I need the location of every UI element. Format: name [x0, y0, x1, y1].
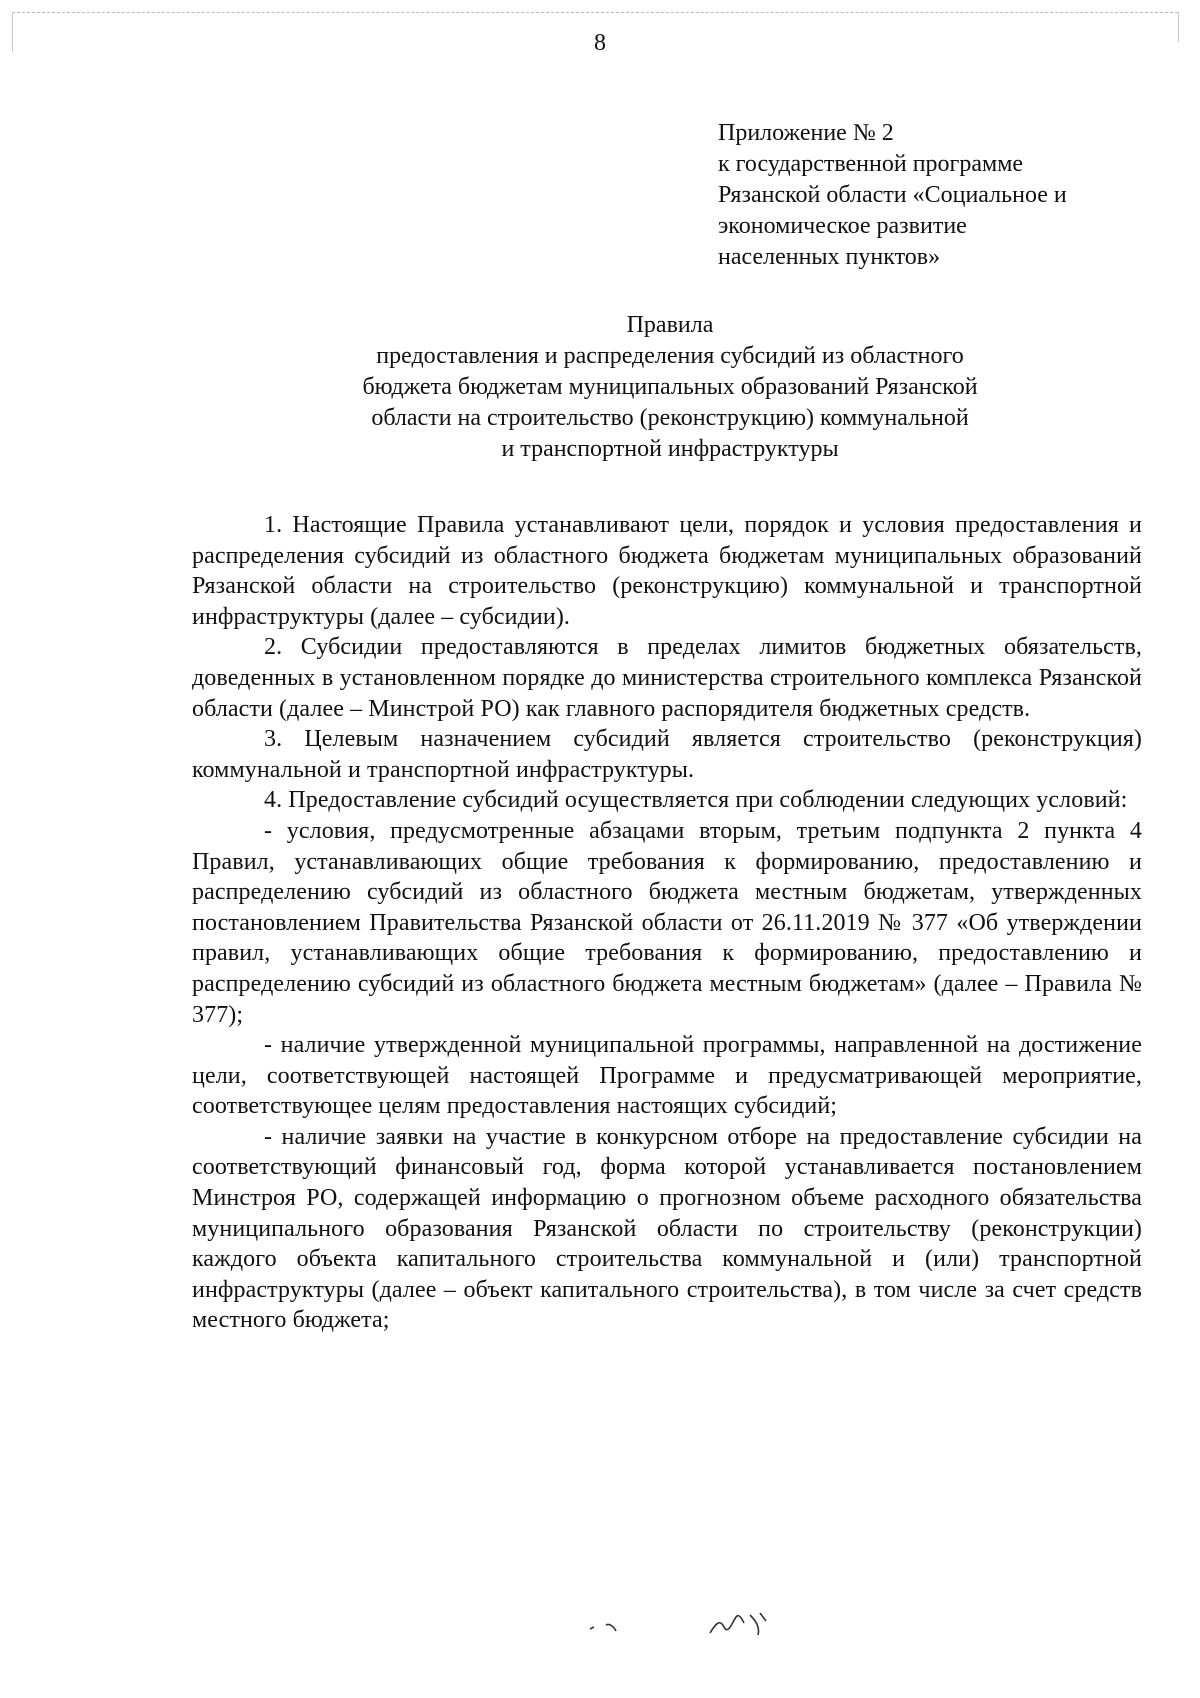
title-heading: Правила [626, 312, 714, 338]
list-item: - условия, предусмотренные абзацами вторым, третьим подпункта 2 пункта 4 Правил, устанавливающих общие требования к формированию, предоставлению и распределению субсидий из областного бюджета местным бюджетам, утвержденных постановлением Правительства Рязанской области от 26.11.2019 № 377 «Об утверждении правил, устанавливающих общие требования к формированию, предоставлению и распределению субсидий из областного бюджета местным бюджетам» (далее – Правила № 377); [192, 817, 1142, 1028]
page-number: 8 [594, 30, 606, 56]
title-line: бюджета бюджетам муниципальных образований Рязанской [362, 374, 978, 400]
paragraph: 2. Субсидии предоставляются в пределах лимитов бюджетных обязательств, доведенных в установленном порядке до министерства строительного комплекса Рязанской области (далее – Минстрой РО) как главного распорядителя бюджетных средств. [192, 634, 1142, 722]
paragraph: 4. Предоставление субсидий осуществляется при соблюдении следующих условий: [264, 787, 1128, 814]
handwritten-signature [560, 1585, 860, 1645]
document-body [192, 510, 1142, 1336]
paragraph: 1. Настоящие Правила устанавливают цели, порядок и условия предоставления и распределения субсидий из областного бюджета бюджетам муниципальных образований Рязанской области на строительство (реконструкцию) коммунальной и транспортной инфраструктуры (далее – субсидии). [192, 512, 1142, 630]
appendix-line: Приложение № 2 [718, 120, 894, 146]
scan-edge [12, 12, 1178, 13]
appendix-line: к государственной программе [718, 151, 1024, 177]
appendix-header [718, 118, 1158, 273]
appendix-line: экономическое развитие [718, 213, 967, 239]
document-title [180, 310, 1160, 465]
appendix-line: Рязанской области «Социальное и [718, 182, 1067, 208]
title-line: предоставления и распределения субсидий из областного [376, 343, 964, 369]
title-line: области на строительство (реконструкцию) коммунальной [371, 405, 969, 431]
title-line: и транспортной инфраструктуры [501, 436, 839, 462]
paragraph: 3. Целевым назначением субсидий является строительство (реконструкция) коммунальной и транспортной инфраструктуры. [192, 726, 1142, 783]
list-item: - наличие заявки на участие в конкурсном отборе на предоставление субсидии на соответствующий финансовый год, форма которой устанавливается постановлением Минстроя РО, содержащей информацию о прогнозном объеме расходного обязательства муниципального образования Рязанской области по строительству (реконструкции) каждого объекта капитального строительства коммунальной и (или) транспортной инфраструктуры (далее – объект капитального строительства), в том числе за счет средств местного бюджета; [192, 1123, 1142, 1334]
list-item: - наличие утвержденной муниципальной программы, направленной на достижение цели, соответствующей настоящей Программе и предусматривающей мероприятие, соответствующее целям предоставления настоящих субсидий; [192, 1032, 1142, 1120]
appendix-line: населенных пунктов» [718, 244, 941, 270]
